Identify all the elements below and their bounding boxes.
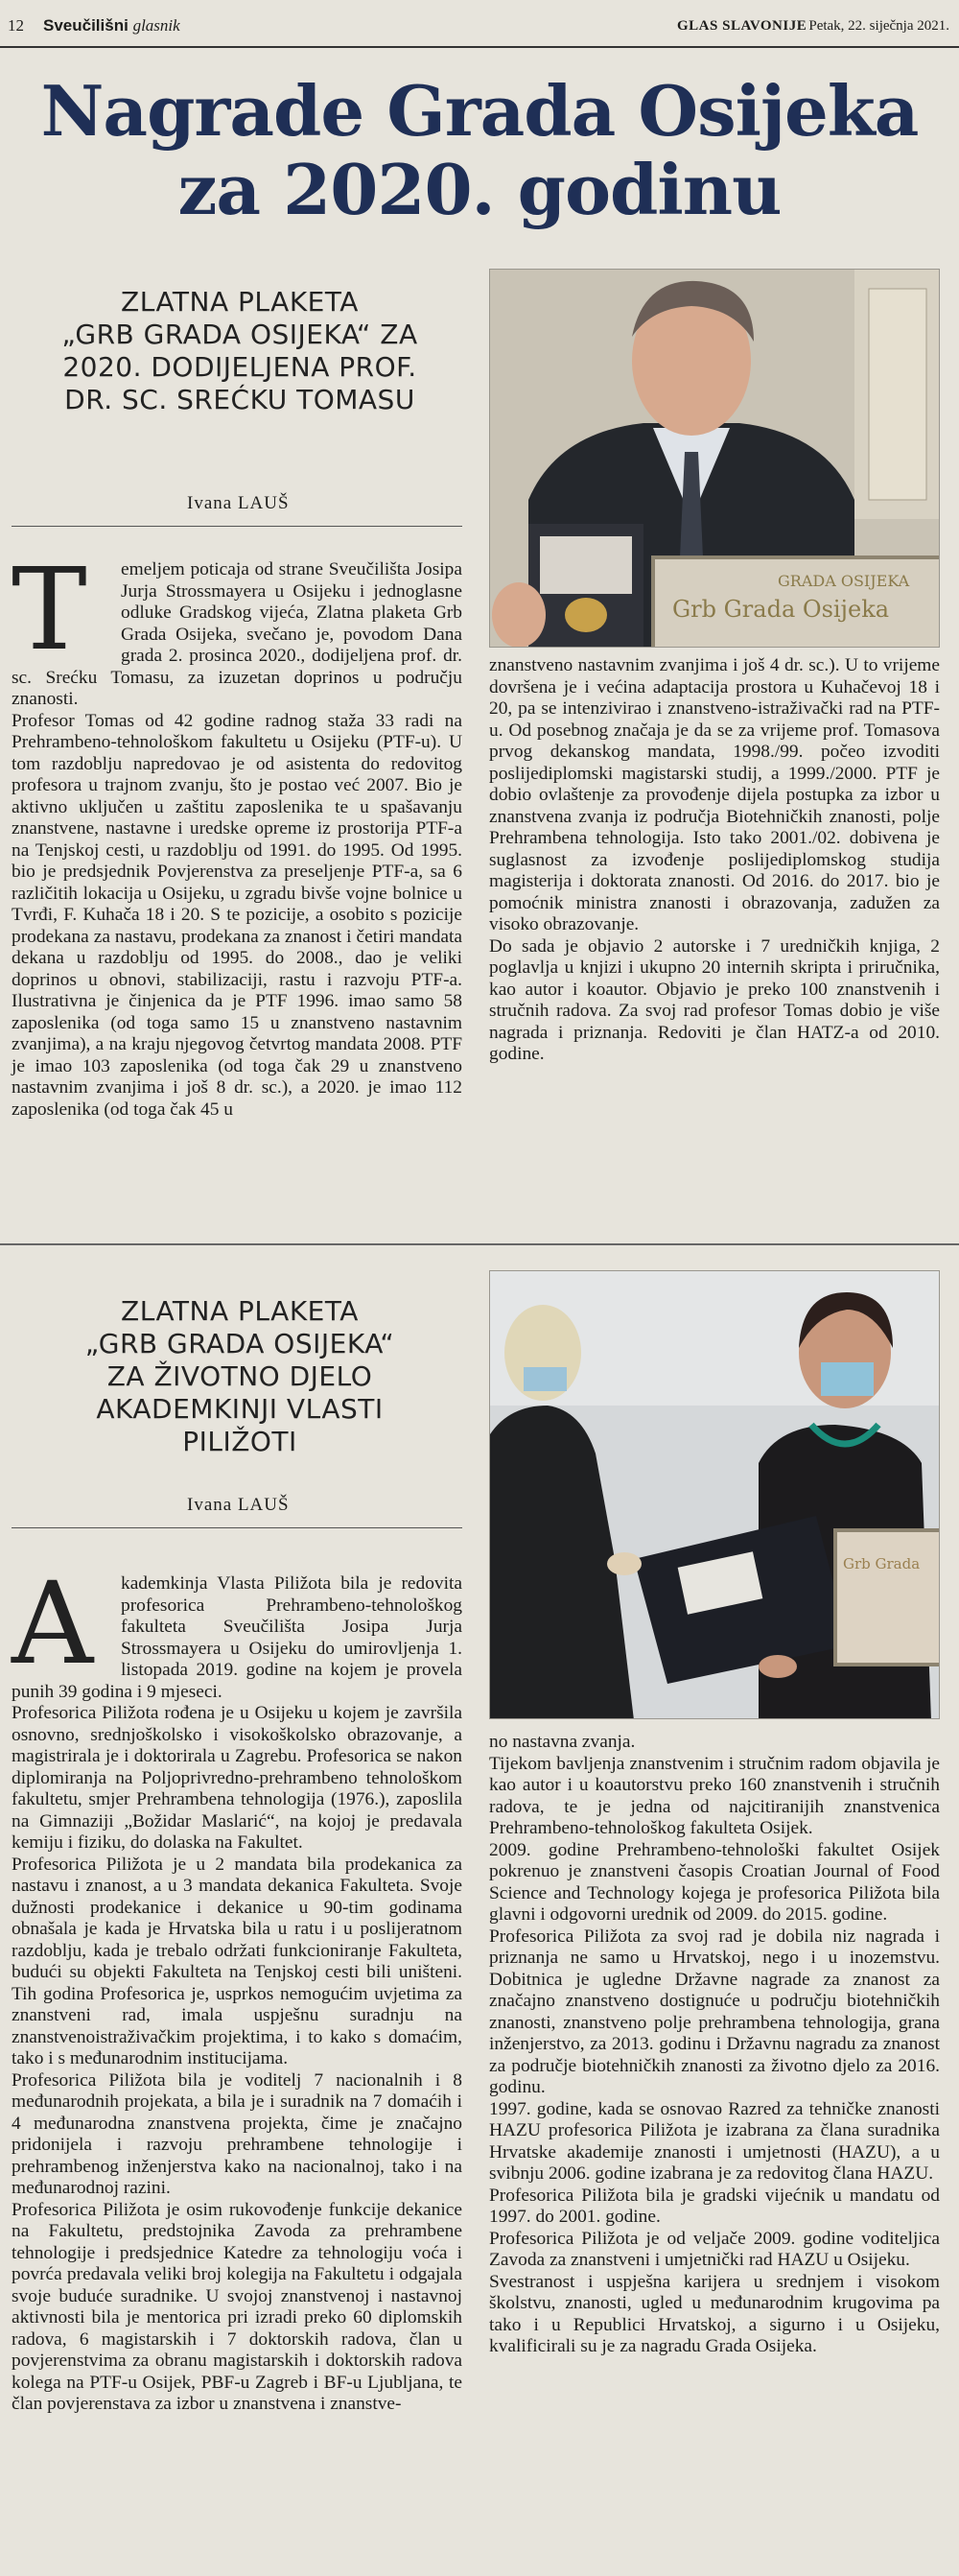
plaque-text-1: GRADA OSIJEKA — [778, 572, 910, 590]
newspaper-name: GLAS SLAVONIJE — [677, 18, 807, 34]
page-header — [0, 10, 959, 42]
article-2-byline: Ivana LAUŠ — [187, 1495, 290, 1515]
article-2-left-column — [12, 1557, 462, 2416]
byline-rule — [12, 1527, 462, 1528]
issue-date: Petak, 22. siječnja 2021. — [808, 18, 949, 34]
article-1-body-right-1: znanstveno nastavnim zvanjima i još 4 dr. sc.). U to vrijeme dovršena je i većina adaptacija prostora u Kuhačevoj 18 i 20, pa se intenzivirao i znanstveno-istraživački rad na PTF-u. Od posebnog značaja je da se za vrijeme prof. Tomasova prvog dekanskog mandata, 1998./99. počeo izvoditi poslijediplomski magistarski studij, a 1999./2000. PTF je dobio ovlaštenje za provođenje dijela postupka za izbor u znanstvena zvanja iz područja Biotehničkih znanosti, polje Prehrambena tehnologija. Isto tako 2001./02. dobivena je suglasnost za izvođenje poslijediplomskog studija magisterija i doktorata znanosti. Od 2016. do 2017. bio je pomoćnik ministra znanosti i obrazovanja, zadužen za visoko obrazovanje. — [489, 655, 940, 934]
headline-line-2: za 2020. godinu — [177, 149, 782, 230]
article-2-subtitle — [38, 1295, 441, 1458]
article-1-right-column — [489, 655, 940, 1066]
photo-tomas — [489, 269, 940, 648]
article-2-right-p5: 1997. godine, kada se osnovao Razred za tehničke znanosti HAZU profesorica Piližota je izabrana za člana suradnika Hrvatske akademije znanosti i umjetnosti (HAZU), a u svibnju 2006. godine izabrana je za redovitog člana HAZU. — [489, 2098, 940, 2184]
article-1-subtitle — [38, 286, 441, 416]
article-tomas — [0, 267, 959, 1236]
subtitle-line: AKADEMKINJI VLASTI — [96, 1393, 384, 1425]
subtitle-line: ZLATNA PLAKETA — [121, 286, 359, 318]
plaque-text-2: Grb Grada Osijeka — [672, 596, 890, 623]
article-2-left-p4: Profesorica Piližota je osim rukovođenje funkcije dekanice na Fakultetu, predstojnika Zavoda za prehrambene tehnologije i predsjednice Katedre za tehnologiju voća i povrća predavala veliki broj kolegija na Fakultetu i odgajala svoje buduće suradnike. U svojoj znanstvenoj i nastavnoj aktivnosti bila je mentorica pri izradi preko 60 diplomskih radova, 6 magistarskih i 7 doktorskih radova, član u povjerenstvima za obranu magistarskih i doktorskih radova kolega na PTF-u Osijek, PBF-u Zagreb i BF-u Ljubljana, te član povjerenstava za izbor u znanstvena i znanstve- — [12, 2199, 462, 2414]
subtitle-line: „GRB GRADA OSIJEKA“ — [84, 1328, 395, 1359]
article-2-right-p6: Profesorica Piližota bila je gradski vijećnik u mandatu od 1997. do 2001. godine. — [489, 2185, 940, 2227]
section-brand — [43, 10, 180, 42]
photo-pilizota — [489, 1270, 940, 1719]
byline-rule — [12, 526, 462, 527]
article-2-left-p1: Profesorica Piližota rođena je u Osijeku u kojem je završila osnovno, srednjoškolsko i visokoškolsko obrazovanje, a magistrirala je i doktorirala u Zagrebu. Profesorica se nakon diplomiranja na Poljoprivredno-prehrambeno tehnološkom fakultetu, smjer Prehrambena tehnologija (1976.), zaposlila na Gimnaziji „Božidar Maslarić“, na kojoj je predavala kemiju i fiziku, do dolaska na Fakultet. — [12, 1703, 462, 1853]
article-2-right-p4: Profesorica Piližota za svoj rad je dobila niz nagrada i priznanja ne samo u Hrvatskoj, nego i u inozemstvu. Dobitnica je ugledne Državne nagrade za znanost za značajno znanstveno dostignuće u području biotehničkih znanosti, znanstveno polje prehrambena tehnologija, grana inženjerstvo, za 2013. godinu i Državnu nagradu za znanost za područje biotehničkih znanosti za životno djelo za 2016. godinu. — [489, 1926, 940, 2097]
photo-pilizota-illustration — [490, 1271, 940, 1719]
article-1-byline: Ivana LAUŠ — [187, 493, 290, 513]
page-headline — [0, 72, 959, 229]
article-pilizota — [0, 1266, 959, 2571]
dropcap: T — [12, 543, 87, 675]
article-2-right-p8: Svestranost i uspješna karijera u srednjem i visokom školstvu, znanosti, ugled u međunarodnim krugovima pa tako i u Republici Hrvatskoj, a sigurno i u Osijeku, kvalificirali su je za nagradu Grada Osijeka. — [489, 2271, 940, 2356]
subtitle-line: PILIŽOTI — [182, 1426, 297, 1457]
article-1-body-left: Profesor Tomas od 42 godine radnog staža 33 radi na Prehrambeno-tehnološkom fakultetu u Osijeku (PTF-u). U tom razdoblju napredovao je od asistenta do redovitog profesora u trajnom zvanju, što je postao već 2007. Bio je aktivno uključen u zaštitu zaposlenika te u spašavanju znanstvene, nastavne i uredske opreme iz prostorija PTF-a na Tenjskoj cesti, u razdoblju od 1991. do 1995. Od 1995. bio je predsjednik Povjerenstva za preseljenje PTF-a, sa 6 različitih lokacija u Osijeku, u zgradu bivše vojne bolnice u Tvrđi, F. Kuhača 18 i 20. S te pozicije, a osobito s pozicije prodekana za nastavu, prodekana za znanost i četiri mandata dekana u razdoblju od 1995. do 2008., dao je veliki doprinos u obnovi, stabilizaciji, rastu i razvoju PTF-a. Ilustrativna je činjenica da je PTF 1996. imao samo 58 zaposlenika (od toga samo 15 u znanstveno nastavnim zvanjima), a na kraju njegovog četvrtog mandata 2008. PTF je imao 103 zaposlenika (od toga čak 29 u znanstveno nastavnim zvanjima i još 8 dr. sc.), a 2020. je imao 112 zaposlenika (od toga čak 45 u — [12, 710, 462, 1120]
article-1-left-column — [12, 543, 462, 1121]
subtitle-line: DR. SC. SREĆKU TOMASU — [64, 384, 415, 415]
subtitle-line: 2020. DODIJELJENA PROF. — [62, 351, 417, 383]
article-separator — [0, 1243, 959, 1245]
brand-italic: glasnik — [132, 16, 180, 35]
brand-bold: Sveučilišni — [43, 16, 129, 35]
article-2-left-p2: Profesorica Piližota je u 2 mandata bila prodekanica za nastavu i znanost, a u 3 mandata dekanica Fakulteta. Svoje dužnosti prodekanice i dekanice u 90-tim godinama obnašala je kada je Hrvatska bila u ratu i u poslijeratnom razdoblju, kada je trebalo održati funkcioniranje Fakulteta, budući su objekti Fakulteta na Tenjskoj cesti bili uništeni. Tih godina Profesorica je, usprkos nemogućim uvjetima za znanstveni rad, imala uspješnu suradnju na znanstvenoistraživačkim projektima, i to kako s domaćim, tako i s međunarodnim institucijama. — [12, 1854, 462, 2068]
article-1-intro: emeljem poticaja od strane Sveučilišta Josipa Jurja Strossmayera u Osijeku i jednoglasne odluke Gradskog vijeća, Zlatna plaketa Grb Grada Osijeka, svečano je, povodom Dana grada 2. prosinca 2020., dodijeljena prof. dr. sc. Srećku Tomasu, za izuzetan doprinos u području znanosti. — [12, 559, 462, 709]
article-2-right-p3: 2009. godine Prehrambeno-tehnološki fakultet Osijek pokrenuo je znanstveni časopis Croatian Journal of Food Science and Technology kojega je profesorica Piližota bila glavni i odgovorni urednik od 2009. do 2015. godine. — [489, 1839, 940, 1925]
article-2-right-p2: Tijekom bavljenja znanstvenim i stručnim radom objavila je kao autor i u koautorstvu preko 160 znanstvenih i stručnih radova, te je jedna od najcitiranijih znanstvenica Prehrambeno-tehnološkog fakulteta Osijek. — [489, 1753, 940, 1838]
article-2-right-p7: Profesorica Piližota je od veljače 2009. godine voditeljica Zavoda za znanstveni i umjetnički rad HAZU u Osijeku. — [489, 2228, 940, 2270]
article-2-intro: kademkinja Vlasta Piližota bila je redovita profesorica Prehrambeno-tehnološkog fakulteta Sveučilišta Josipa Jurja Strossmayera u Osijeku do umirovljenja 1. listopada 2019. godine na kojem je provela punih 39 godina i 9 mjeseci. — [12, 1573, 462, 1702]
dropcap: A — [12, 1557, 94, 1690]
article-2-right-p1: no nastavna zvanja. — [489, 1732, 636, 1752]
header-rule — [0, 46, 959, 48]
page-number: 12 — [8, 16, 24, 35]
subtitle-line: „GRB GRADA OSIJEKA“ ZA — [61, 319, 418, 350]
headline-line-1: Nagrade Grada Osijeka — [40, 70, 919, 152]
article-2-left-p3: Profesorica Piližota bila je voditelj 7 nacionalnih i 8 međunarodnih projekata, a bila je i suradnik na 7 domaćih i 4 međunarodna znanstvena projekta, čime je značajno pridonijela i razvoju prehrambene tehnologije i prehrambenog inženjerstva kako na nacionalnoj, tako i na međunarodnoj razini. — [12, 2069, 462, 2198]
plaque-text: Grb Grada — [843, 1555, 921, 1572]
photo-tomas-illustration — [490, 270, 940, 648]
article-2-right-column — [489, 1732, 940, 2358]
subtitle-line: ZLATNA PLAKETA — [121, 1295, 359, 1327]
article-1-body-right-2: Do sada je objavio 2 autorske i 7 uredničkih knjiga, 2 poglavlja u knjizi i ukupno 20 internih skripta i priručnika, kao autor i koautor. Objavio je preko 100 znanstvenih i stručnih radova. Za svoj rad profesor Tomas dobio je više nagrada i priznanja. Redoviti je član HATZ-a od 2010. godine. — [489, 935, 940, 1064]
subtitle-line: ZA ŽIVOTNO DJELO — [106, 1360, 373, 1392]
